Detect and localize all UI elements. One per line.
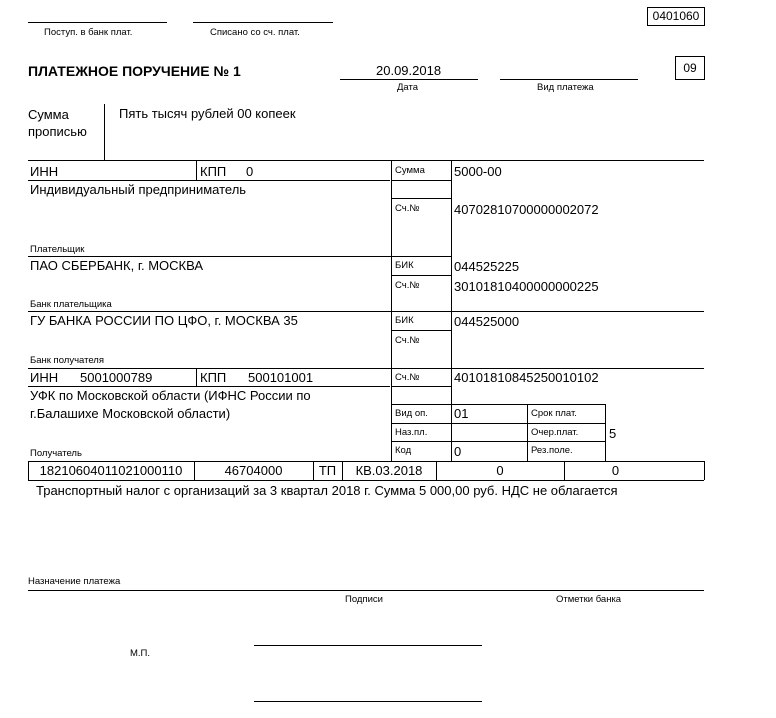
- payer-bank-name: ПАО СБЕРБАНК, г. МОСКВА: [30, 258, 204, 273]
- grid-col-payee-kpp: [196, 368, 197, 386]
- grid-line-payee-bank: [28, 368, 704, 369]
- sum-value: 5000-00: [454, 164, 502, 179]
- grid-line-payee-inn: [28, 386, 390, 387]
- payer-bank-account: 30101810400000000225: [454, 279, 599, 294]
- date-line: [340, 79, 478, 80]
- received-label: Поступ. в банк плат.: [44, 27, 133, 38]
- tax-kbk: 18210604011021000110: [39, 463, 183, 478]
- amount-words-divider: [104, 104, 105, 160]
- grid-line-bik2: [392, 330, 451, 331]
- purpose-label: Назначение платежа: [28, 576, 121, 587]
- code-label: Код: [395, 445, 412, 456]
- op-type-value: 01: [454, 406, 469, 421]
- grid-line-details-mid1: [392, 423, 605, 424]
- grid-line-payer-bank: [28, 311, 704, 312]
- tax-oktmo: 46704000: [224, 463, 283, 478]
- grid-line-payee-acc: [392, 386, 451, 387]
- payer-inn-label: ИНН: [30, 164, 59, 179]
- received-line: [28, 22, 167, 23]
- payer-account-value: 40702810700000002072: [454, 202, 599, 217]
- code-value: 0: [454, 444, 462, 459]
- payer-bank-label: Банк плательщика: [30, 299, 112, 310]
- sum-label: Сумма: [395, 165, 425, 176]
- payer-bank-account-label: Сч.№: [395, 280, 420, 291]
- signature-line-2: [254, 701, 482, 702]
- grid-line-payer-inn: [28, 180, 390, 181]
- order-value: 5: [609, 426, 617, 441]
- op-type-label: Вид оп.: [395, 408, 428, 419]
- purpose-line: [28, 590, 704, 591]
- debited-label: Списано со сч. плат.: [210, 27, 300, 38]
- payee-kpp-label: КПП: [200, 370, 227, 385]
- payee-bank-name: ГУ БАНКА РОССИИ ПО ЦФО, г. МОСКВА 35: [30, 313, 298, 328]
- tax-basis: ТП: [318, 463, 337, 478]
- grid-line-details-mid2: [392, 441, 605, 442]
- grid-line-sum-bottom: [392, 198, 451, 199]
- grid-line-details-top: [392, 404, 605, 405]
- payment-date: 20.09.2018: [376, 63, 442, 78]
- form-code: 0401060: [647, 7, 705, 26]
- payee-bank-label: Банк получателя: [30, 355, 104, 366]
- grid-line-sum: [392, 180, 451, 181]
- payee-account-value: 40101810845250010102: [454, 370, 599, 385]
- bank-marks-label: Отметки банка: [556, 594, 622, 605]
- payment-type-label: Вид платежа: [537, 82, 594, 93]
- payer-label: Плательщик: [30, 244, 85, 255]
- payee-inn-value: 5001000789: [80, 370, 153, 385]
- grid-col-values: [451, 160, 452, 461]
- grid-line-bik1: [392, 275, 451, 276]
- stamp-label: М.П.: [130, 648, 151, 659]
- payee-kpp-value: 500101001: [248, 370, 314, 385]
- payer-kpp-value: 0: [246, 164, 254, 179]
- purpose-code-label: Наз.пл.: [395, 427, 428, 438]
- payee-label: Получатель: [30, 448, 82, 459]
- payment-type-line: [500, 79, 638, 80]
- grid-col-main: [391, 160, 392, 461]
- amount-words-value: Пять тысяч рублей 00 копеек: [119, 106, 296, 121]
- grid-line-payer: [28, 256, 452, 257]
- tax-period: КВ.03.2018: [355, 463, 423, 478]
- payee-bank-bik-label: БИК: [395, 315, 414, 326]
- grid-col-details-right: [605, 404, 606, 461]
- signatures-label: Подписи: [345, 594, 383, 605]
- grid-col-details-mid: [527, 404, 528, 461]
- grid-col-tax-right: [704, 461, 705, 480]
- status-code-box: 09: [675, 56, 705, 80]
- grid-line-tax: [28, 480, 704, 481]
- payer-kpp-label: КПП: [200, 164, 227, 179]
- payee-name-line1: УФК по Московской области (ИФНС России по: [30, 388, 311, 403]
- payer-name: Индивидуальный предприниматель: [30, 182, 247, 197]
- payer-bank-bik: 044525225: [454, 259, 520, 274]
- payer-account-label: Сч.№: [395, 203, 420, 214]
- grid-line-top: [28, 160, 704, 161]
- signature-line-1: [254, 645, 482, 646]
- debited-line: [193, 22, 333, 23]
- purpose-text: Транспортный налог с организаций за 3 квартал 2018 г. Сумма 5 000,00 руб. НДС не облагается: [36, 483, 618, 498]
- payee-inn-label: ИНН: [30, 370, 59, 385]
- tax-doc-number: 0: [496, 463, 504, 478]
- amount-words-label: Сумма прописью: [28, 107, 87, 139]
- payee-bank-bik: 044525000: [454, 314, 520, 329]
- grid-col-payer-kpp: [196, 160, 197, 180]
- tax-doc-date: 0: [611, 463, 620, 478]
- page-title: ПЛАТЕЖНОЕ ПОРУЧЕНИЕ № 1: [28, 63, 241, 79]
- date-label: Дата: [397, 82, 419, 93]
- payer-bank-bik-label: БИК: [395, 260, 414, 271]
- payee-name-line2: г.Балашихе Московской области): [30, 406, 231, 421]
- term-label: Срок плат.: [531, 408, 577, 419]
- payee-bank-account-label: Сч.№: [395, 335, 420, 346]
- order-label: Очер.плат.: [531, 427, 579, 438]
- grid-line-payee: [28, 461, 704, 462]
- payee-account-label: Сч.№: [395, 372, 420, 383]
- reserve-label: Рез.поле.: [531, 445, 573, 456]
